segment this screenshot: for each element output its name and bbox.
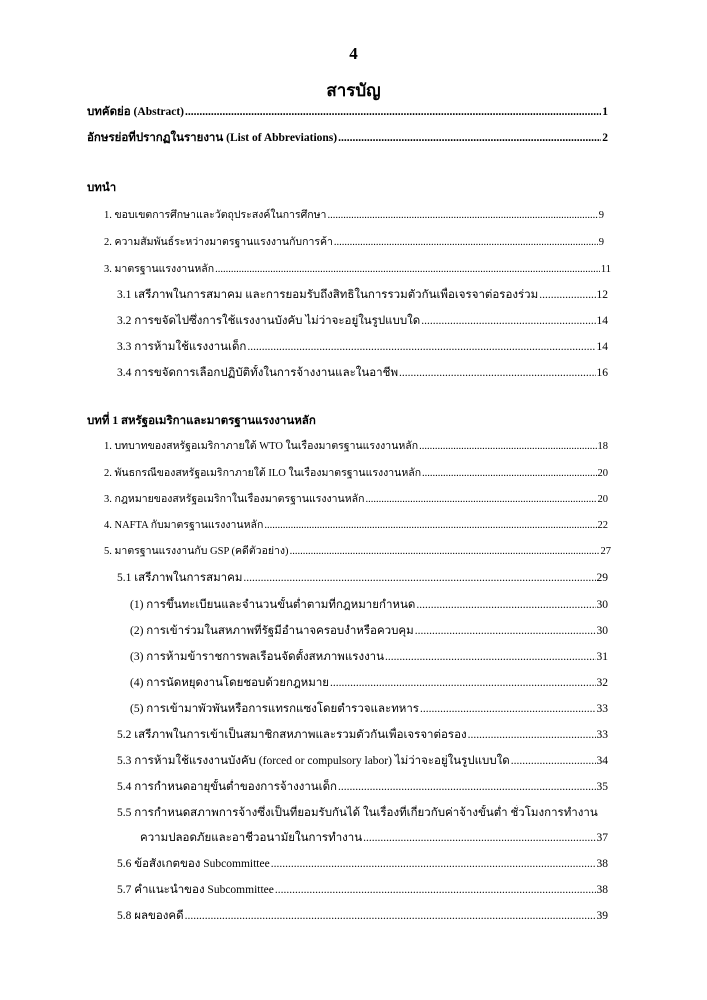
dot-leader [539,287,595,303]
dot-leader [416,597,595,613]
toc-title: สารบัญ [326,81,381,100]
toc-entry-page: 11 [600,264,611,275]
dot-leader [243,570,595,586]
toc-entry[interactable] [117,570,608,586]
toc-entry[interactable] [130,701,608,717]
toc-entry-page: 33 [596,703,608,715]
toc-entry-page: 37 [596,832,608,844]
toc-entry-label: 5.8 ผลของคดี [117,910,184,922]
toc-entry[interactable] [104,492,608,508]
toc-entry-label: 2. ความสัมพันธ์ระหว่างมาตรฐานแรงงานกับการค้า [104,237,333,248]
toc-entry-page: 18 [597,441,608,452]
dot-leader [421,313,595,329]
dot-leader [420,701,596,717]
toc-entry-page: 14 [596,341,608,353]
toc-entry-label: 1. ขอบเขตการศึกษาและวัตถุประสงค์ในการศึกษา [104,210,327,221]
dot-leader [271,856,596,872]
section-heading-chapter1: บทที่ 1 สหรัฐอเมริกาและมาตรฐานแรงงานหลัก [87,415,316,427]
dot-leader [275,882,596,898]
toc-entry-page: 38 [596,884,608,896]
toc-entry-label: 5. มาตรฐานแรงงานกับ GSP (คดีตัวอย่าง) [104,546,289,557]
toc-entry[interactable] [117,727,608,743]
toc-entry[interactable] [140,830,608,846]
toc-entry-label: 3.2 การขจัดไปซึ่งการใช้แรงงานบังคับ ไม่ว่าจะอยู่ในรูปแบบใด [117,315,421,327]
toc-entry-page: 34 [596,755,608,767]
toc-entry-label: 5.7 คำแนะนำของ Subcommittee [117,884,274,896]
toc-entry-page: 29 [596,572,608,584]
toc-entry-label: (2) การเข้าร่วมในสหภาพที่รัฐมีอำนาจครอบงำหรือควบคุม [130,625,414,637]
toc-entry[interactable] [130,649,608,665]
dot-leader [330,675,595,691]
dot-leader [338,130,601,146]
toc-entry-label: (3) การห้ามข้าราชการพลเรือนจัดตั้งสหภาพแรงงาน [130,651,385,663]
toc-entry-label: 5.4 การกำหนดอายุขั้นต่ำของการจ้างงานเด็ก [117,781,338,793]
toc-entry-label: 2. พันธกรณีของสหรัฐอเมริกาภายใต้ ILO ในเรื่องมาตรฐานแรงงานหลัก [104,468,422,479]
toc-entry-label-line1[interactable]: 5.5 การกำหนดสภาพการจ้างซึ่งเป็นที่ยอมรับกันได้ ในเรื่องที่เกี่ยวกับค่าจ้างขั้นต่ำ ชั่วโมงการทำงาน [117,807,598,819]
dot-leader [185,908,596,924]
toc-entry-label: 5.1 เสรีภาพในการสมาคม [117,572,243,584]
toc-entry-page: 2 [602,132,608,144]
dot-leader [511,753,596,769]
toc-entry[interactable] [117,287,608,303]
toc-entry-page: 30 [596,625,608,637]
toc-entry[interactable] [104,544,611,560]
toc-entry-label: 3. มาตรฐานแรงงานหลัก [104,264,215,275]
toc-entry[interactable] [117,882,608,898]
toc-entry-label: (4) การนัดหยุดงานโดยชอบด้วยกฎหมาย [130,677,330,689]
toc-entry-page: 27 [600,546,611,557]
dot-leader [365,492,596,508]
toc-entry-page: 1 [602,106,608,118]
dot-leader [468,727,596,743]
toc-entry-page: 9 [598,237,604,248]
page-number: 4 [349,44,358,63]
toc-entry[interactable] [117,313,608,329]
dot-leader [363,830,595,846]
toc-entry-label: 5.3 การห้ามใช้แรงงานบังคับ (forced or compulsory labor) ไม่ว่าจะอยู่ในรูปแบบใด [117,755,510,767]
toc-entry-label: 5.2 เสรีภาพในการเข้าเป็นสมาชิกสหภาพและรวมตัวกันเพื่อเจรจาต่อรอง [117,729,467,741]
toc-entry-label: บทคัดย่อ (Abstract) [87,106,185,118]
toc-entry-label: 1. บทบาทของสหรัฐอเมริกาภายใต้ WTO ในเรื่องมาตรฐานแรงงานหลัก [104,441,419,452]
toc-entry-page: 16 [596,367,608,379]
dot-leader [338,779,595,795]
toc-entry-label: 3.1 เสรีภาพในการสมาคม และการยอมรับถึงสิทธิในการรวมตัวกันเพื่อเจรจาต่อรองร่วม [117,289,539,301]
toc-entry-page: 39 [596,910,608,922]
section-heading-intro: บทนำ [87,182,117,194]
toc-entry[interactable] [104,235,604,251]
toc-entry-page: 14 [596,315,608,327]
toc-entry-label: อักษรย่อที่ปรากฏในรายงาน (List of Abbreviations) [87,132,338,144]
toc-entry[interactable] [104,262,611,278]
toc-entry-label: 3.3 การห้ามใช้แรงงานเด็ก [117,341,247,353]
dot-leader [422,466,596,482]
toc-entry-label: 3.4 การขจัดการเลือกปฏิบัติทั้งในการจ้างงานและในอาชีพ [117,367,399,379]
toc-entry-page: 22 [597,520,608,531]
dot-leader [334,235,598,251]
toc-entry-page: 12 [596,289,608,301]
dot-leader [385,649,595,665]
toc-entry-abstract[interactable] [87,104,608,120]
dot-leader [415,623,596,639]
toc-entry[interactable] [117,753,608,769]
dot-leader [399,365,595,381]
toc-entry-label: ความปลอดภัยและอาชีวอนามัยในการทำงาน [140,832,363,844]
toc-entry-page: 20 [597,468,608,479]
toc-entry-page: 35 [596,781,608,793]
toc-entry[interactable] [117,779,608,795]
dot-leader [215,262,600,278]
toc-entry-label: (1) การขึ้นทะเบียนและจำนวนขั้นต่ำตามที่กฎหมายกำหนด [130,599,416,611]
toc-entry[interactable] [117,365,608,381]
toc-entry-label: 5.6 ข้อสังเกตของ Subcommittee [117,858,270,870]
toc-entry-label: 4. NAFTA กับมาตรฐานแรงงานหลัก [104,520,264,531]
toc-entry-page: 32 [596,677,608,689]
toc-entry-page: 9 [598,210,604,221]
toc-entry-page: 38 [596,858,608,870]
toc-entry-abbreviations[interactable] [87,130,608,146]
toc-entry-page: 30 [596,599,608,611]
toc-entry-label: (5) การเข้ามาพัวพันหรือการแทรกแซงโดยตำรวจและทหาร [130,703,419,715]
toc-entry-label: 3. กฎหมายของสหรัฐอเมริกาในเรื่องมาตรฐานแรงงานหลัก [104,494,365,505]
dot-leader [185,104,601,120]
toc-entry[interactable] [104,466,608,482]
toc-entry[interactable] [130,623,608,639]
dot-leader [264,518,596,534]
toc-entry-page: 33 [596,729,608,741]
toc-entry[interactable] [104,518,608,534]
toc-entry[interactable] [130,675,608,691]
dot-leader [419,439,596,455]
toc-entry[interactable] [117,856,608,872]
toc-entry-page: 31 [596,651,608,663]
dot-leader [247,339,595,355]
toc-entry[interactable] [104,439,608,455]
toc-entry[interactable] [117,339,608,355]
toc-entry[interactable] [130,597,608,613]
dot-leader [327,208,597,224]
toc-entry[interactable] [117,908,608,924]
toc-entry-page: 20 [597,494,608,505]
toc-entry[interactable] [104,208,604,224]
dot-leader [290,544,600,560]
